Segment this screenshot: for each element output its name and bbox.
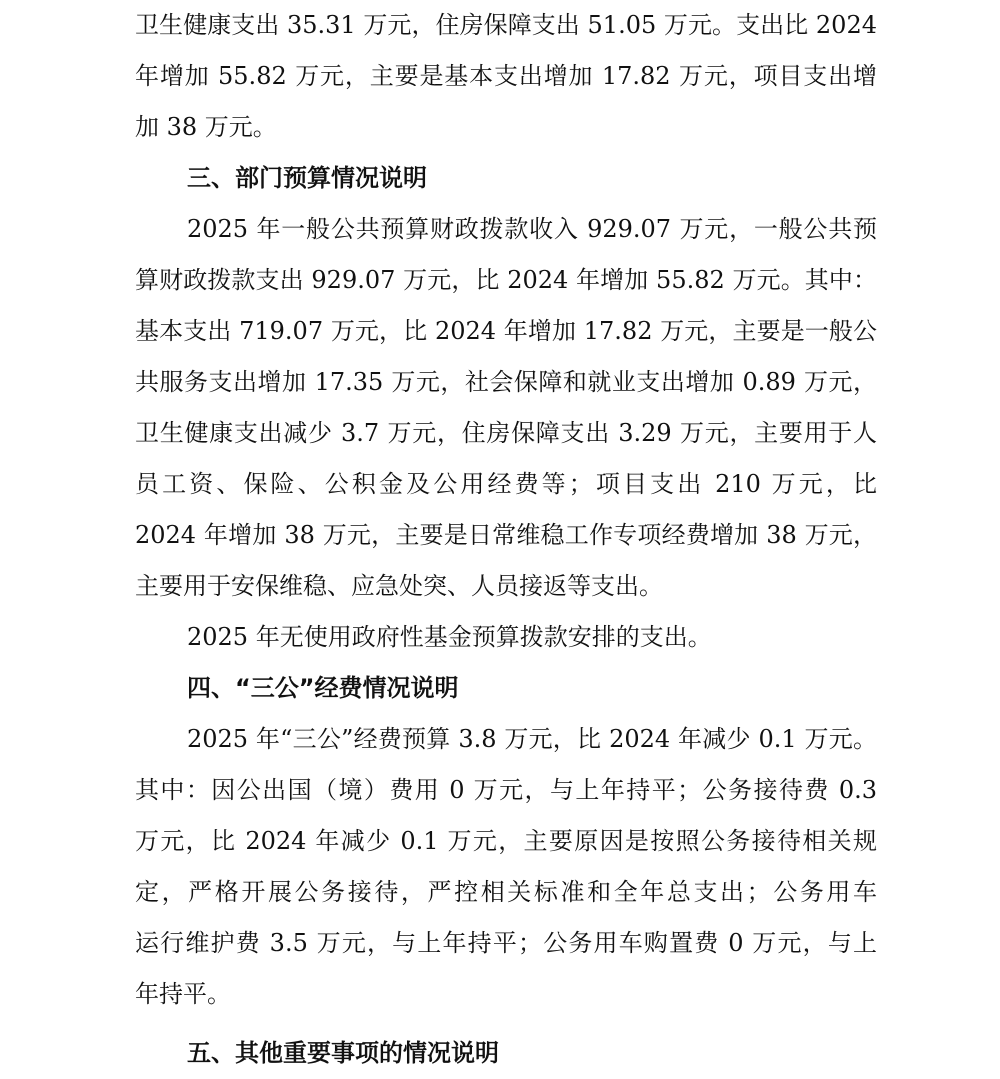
text-line: 年增加 55.82 万元，主要是基本支出增加 17.82 万元，项目支出增	[135, 62, 877, 90]
text-line: 卫生健康支出 35.31 万元，住房保障支出 51.05 万元。支出比 2024	[135, 11, 877, 39]
text-line: 员工资、保险、公积金及公用经费等；项目支出 210 万元，比	[135, 470, 877, 498]
paragraph-budget-explanation	[135, 204, 877, 612]
section-heading-3: 三、部门预算情况说明	[187, 164, 427, 192]
text-line: 2025 年无使用政府性基金预算拨款安排的支出。	[187, 623, 712, 651]
section-heading-4: 四、“三公”经费情况说明	[187, 674, 459, 702]
spacer	[135, 1020, 877, 1028]
text-line: 其中：因公出国（境）费用 0 万元，与上年持平；公务接待费 0.3	[135, 776, 877, 804]
paragraph-expenditure-summary	[135, 0, 877, 153]
paragraph-government-fund	[135, 612, 877, 663]
document-page	[135, 0, 877, 1079]
text-line: 2025 年一般公共预算财政拨款收入 929.07 万元，一般公共预	[187, 215, 877, 243]
text-line: 2025 年“三公”经费预算 3.8 万元，比 2024 年减少 0.1 万元。	[187, 725, 877, 753]
paragraph-three-public-expenses	[135, 714, 877, 1020]
text-line: 卫生健康支出减少 3.7 万元，住房保障支出 3.29 万元，主要用于人	[135, 419, 877, 447]
text-line: 算财政拨款支出 929.07 万元，比 2024 年增加 55.82 万元。其中：	[135, 266, 877, 294]
text-line: 基本支出 719.07 万元，比 2024 年增加 17.82 万元，主要是一般公	[135, 317, 877, 345]
text-line: 年持平。	[135, 980, 231, 1008]
text-line: 运行维护费 3.5 万元，与上年持平；公务用车购置费 0 万元，与上	[135, 929, 877, 957]
section-heading-5: 五、其他重要事项的情况说明	[187, 1039, 499, 1067]
text-line: 共服务支出增加 17.35 万元，社会保障和就业支出增加 0.89 万元，	[135, 368, 877, 396]
text-line: 主要用于安保维稳、应急处突、人员接返等支出。	[135, 572, 663, 600]
text-line: 2024 年增加 38 万元，主要是日常维稳工作专项经费增加 38 万元，	[135, 521, 877, 549]
text-line: 加 38 万元。	[135, 113, 277, 141]
text-line: 定，严格开展公务接待，严控相关标准和全年总支出；公务用车	[135, 878, 877, 906]
text-line: 万元，比 2024 年减少 0.1 万元，主要原因是按照公务接待相关规	[135, 827, 877, 855]
